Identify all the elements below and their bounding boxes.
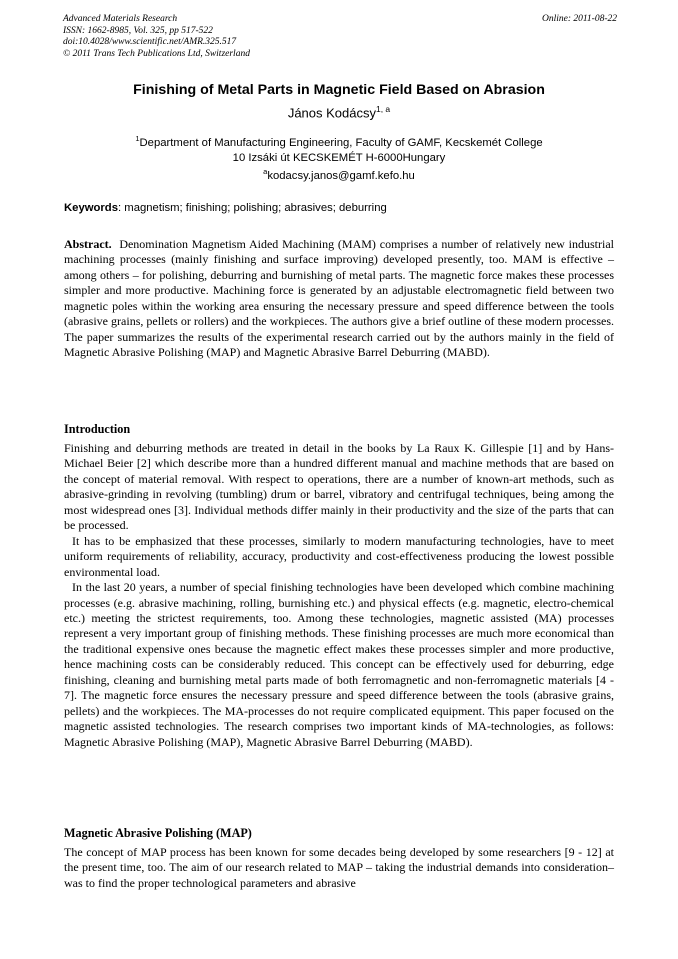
abstract-section: [64, 237, 614, 361]
issn-line: ISSN: 1662-8985, Vol. 325, pp 517-522: [63, 25, 213, 36]
keywords-text: : magnetism; finishing; polishing; abrasives; deburring: [118, 202, 387, 214]
author-name: János Kodácsy: [287, 105, 376, 121]
copyright-line: © 2011 Trans Tech Publications Ltd, Switzerland: [63, 48, 250, 59]
author-line: [0, 104, 678, 120]
affiliation-mark: 1: [135, 134, 140, 143]
doi-line: doi:10.4028/www.scientific.net/AMR.325.517: [63, 37, 237, 47]
map-paragraph-1: The concept of MAP process has been known for some decades being developed by some researchers [9 - 12] at the present time, too. The aim of our research related to MAP – taking the industrial demands into consideration– was to find the proper technological parameters and abrasive: [64, 845, 614, 890]
journal-name: Advanced Materials Research: [63, 14, 178, 24]
map-section: [64, 826, 614, 891]
author-email: [0, 167, 678, 182]
map-heading: Magnetic Abrasive Polishing (MAP): [64, 826, 252, 840]
introduction-section: [64, 422, 614, 750]
abstract-label: Abstract.: [64, 237, 112, 251]
affiliation-line-1: Department of Manufacturing Engineering, Faculty of GAMF, Kecskemét College: [139, 136, 543, 149]
online-date: Online: 2011-08-22: [541, 14, 617, 24]
introduction-heading: Introduction: [64, 422, 131, 436]
intro-paragraph-2: It has to be emphasized that these processes, similarly to modern manufacturing technologies, have to meet uniform requirements of reliability, accuracy, productivity and cost-effectiveness producing the lowest possible environmental load.: [64, 533, 614, 579]
author-marks: 1, a: [375, 104, 391, 114]
keywords: [64, 202, 616, 214]
email-mark: a: [263, 167, 268, 176]
email-address: kodacsy.janos@gamf.kefo.hu: [267, 169, 415, 182]
intro-paragraph-3: In the last 20 years, a number of special finishing technologies have been developed which combine machining processes (e.g. abrasive machining, rolling, burnishing etc.) and physical effects (e.g. magnetic, electro-chemical etc.) meeting the strictest requirements, too. Among these technologies, magnetic assisted (MA) processes represent a very important group of finishing methods. These finishing processes are much more economical than the traditional expensive ones because the magnetic effect makes these processes simpler and more productive, hence machining costs can be considerably reduced. This concept can be effectively used for deburring, edge finishing, cleaning and burnishing metal parts made of both ferromagnetic and non-ferromagnetic materials [4 - 7]. The magnetic force ensures the necessary pressure and speed difference between the tools (abrasive grains, pellets) and the workpieces. The MA-processes do not require complicated equipment. This paper focused on the magnetic assisted technologies. The research comprises two important kinds of MA-technologies, as follows: Magnetic Abrasive Polishing (MAP), Magnetic Abrasive Barrel Deburring (MABD).: [64, 580, 614, 749]
affiliation-line-2: 10 Izsáki út KECSKEMÉT H-6000Hungary: [232, 151, 446, 164]
journal-header: [63, 14, 617, 60]
affiliation: [0, 131, 678, 166]
keywords-label: Keywords: [64, 202, 118, 214]
paper-title: Finishing of Metal Parts in Magnetic Field Based on Abrasion: [133, 82, 545, 98]
abstract-text: Denomination Magnetism Aided Machining (MAM) comprises a number of relatively new industrial machining processes (mainly finishing and surface improving) developed presently, too. MAM is effective – among others – for polishing, deburring and burnishing of metal parts. The magnetic force makes these processes simpler and more productive. Machining force is generated by an adjustable electromagnetic field between two magnetic poles within the working area ensuring the necessary pressure and speed difference between the tools (abrasive grains, pellets or rollers) and the workpieces. The authors give a brief outline of these modern processes. The paper summarizes the results of the experimental research carried out by the authors mainly in the field of Magnetic Abrasive Polishing (MAP) and Magnetic Abrasive Barrel Deburring (MABD).: [64, 237, 614, 360]
intro-paragraph-1: Finishing and deburring methods are treated in detail in the books by La Raux K. Gillespie [1] and by Hans-Michael Beier [2] which describe more than a hundred different manual and machine methods that are based on the concept of material removal. With respect to operations, there are a number of known-art methods, such as abrasive-grinding in revolving (tumbling) drum or barrel, vibratory and centrifugal techniques, being among the most widespread ones [3]. Individual methods differ mainly in their productivity and the size of the parts that can be processed.: [64, 441, 614, 533]
